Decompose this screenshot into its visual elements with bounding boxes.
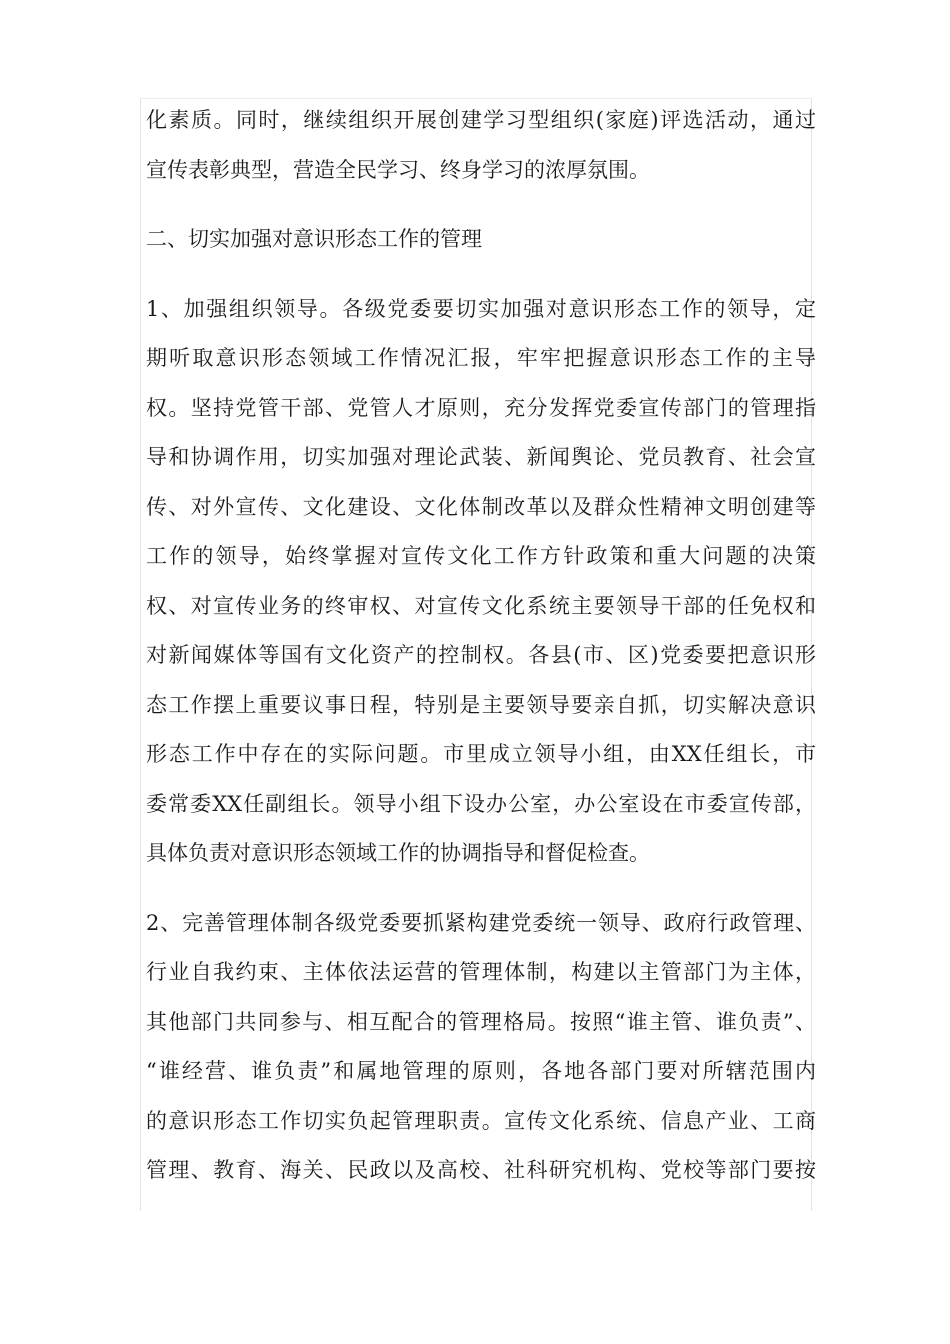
paragraph-3: [146, 899, 816, 1196]
text-line: 传、对外宣传、文化建设、文化体制改革以及群众性精神文明创建等: [146, 494, 816, 519]
text-line: 具体负责对意识形态领域工作的协调指导和督促检查。: [146, 841, 650, 865]
text-line: 行业自我约束、主体依法运营的管理体制，构建以主管部门为主体，: [146, 960, 816, 984]
heading-text: 二、切实加强对意识形态工作的管理: [146, 227, 482, 251]
text-line: 期听取意识形态领域工作情况汇报，牢牢把握意识形态工作的主导: [146, 346, 816, 370]
paragraph-2: [146, 285, 816, 879]
text-line: 对新闻媒体等国有文化资产的控制权。各县(市、区)党委要把意识形: [146, 643, 816, 667]
text-line: 态工作摆上重要议事日程，特别是主要领导要亲自抓，切实解决意识: [146, 692, 816, 717]
text-line: 宣传表彰典型，营造全民学习、终身学习的浓厚氛围。: [146, 157, 650, 182]
section-heading: [146, 215, 816, 265]
text-line: 工作的领导，始终掌握对宣传文化工作方针政策和重大问题的决策: [146, 544, 816, 568]
text-line: 2、完善管理体制各级党委要抓紧构建党委统一领导、政府行政管理、: [146, 910, 816, 935]
text-line: 权。坚持党管干部、党管人才原则，充分发挥党委宣传部门的管理指: [146, 395, 816, 420]
text-line: 其他部门共同参与、相互配合的管理格局。按照“谁主管、谁负责”、: [146, 1009, 816, 1034]
paragraph-1: [146, 96, 816, 195]
text-line: 形态工作中存在的实际问题。市里成立领导小组，由XX任组长，市: [146, 742, 816, 766]
text-line: 委常委XX任副组长。领导小组下设办公室，办公室设在市委宣传部，: [146, 791, 816, 816]
document-body: [146, 96, 816, 1196]
text-line: 1、加强组织领导。各级党委要切实加强对意识形态工作的领导，定: [146, 296, 816, 321]
text-line: 化素质。同时，继续组织开展创建学习型组织(家庭)评选活动，通过: [146, 108, 816, 132]
text-line: 导和协调作用，切实加强对理论武装、新闻舆论、党员教育、社会宣: [146, 445, 816, 469]
text-line: 的意识形态工作切实负起管理职责。宣传文化系统、信息产业、工商: [146, 1108, 816, 1133]
text-line: 管理、教育、海关、民政以及高校、社科研究机构、党校等部门要按: [146, 1158, 816, 1182]
text-line: “谁经营、谁负责”和属地管理的原则，各地各部门要对所辖范围内: [146, 1059, 816, 1083]
text-line: 权、对宣传业务的终审权、对宣传文化系统主要领导干部的任免权和: [146, 593, 816, 618]
